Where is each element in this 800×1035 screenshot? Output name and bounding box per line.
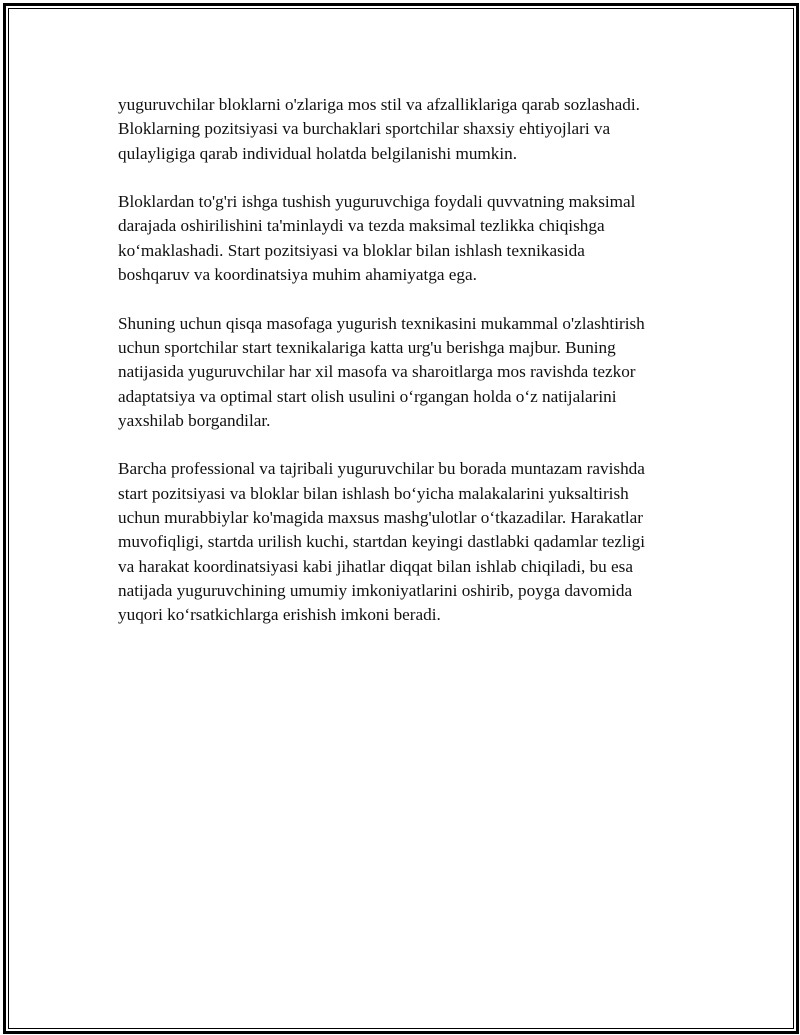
text-line: Shuning uchun qisqa masofaga yugurish texnikasini mukammal o'zlashtirish [118,313,645,333]
text-line: boshqaruv va koordinatsiya muhim ahamiyatga ega. [118,265,477,285]
text-line: uchun sportchilar start texnikalariga katta urg'u berishga majbur. Buning [118,337,616,357]
text-line: uchun murabbiylar ko'magida maxsus mashg'ulotlar o‘tkazadilar. Harakatlar [118,508,643,528]
text-line: Barcha professional va tajribali yuguruvchilar bu borada muntazam ravishda [118,459,645,479]
text-line: ko‘maklashadi. Start pozitsiyasi va bloklar bilan ishlash texnikasida [118,240,585,260]
text-line: yuqori ko‘rsatkichlarga erishish imkoni beradi. [118,605,441,625]
text-line: adaptatsiya va optimal start olish usulini o‘rgangan holda o‘z natijalarini [118,386,617,406]
text-line: natijada yuguruvchining umumiy imkoniyatlarini oshirib, poyga davomida [118,580,633,600]
document-body [118,93,698,652]
text-line: Bloklardan to'g'ri ishga tushish yuguruvchiga foydali quvvatning maksimal [118,192,636,212]
paragraph-3 [118,312,698,433]
paragraph-1 [118,93,698,166]
text-line: va harakat koordinatsiyasi kabi jihatlar diqqat bilan ishlab chiqiladi, bu esa [118,556,634,576]
text-line: Bloklarning pozitsiyasi va burchaklari sportchilar shaxsiy ehtiyojlari va [118,119,611,139]
text-line: muvofiqligi, startda urilish kuchi, startdan keyingi dastlabki qadamlar tezligi [118,532,645,552]
paragraph-2 [118,190,698,287]
text-line: darajada oshirilishini ta'minlaydi va tezda maksimal tezlikka chiqishga [118,216,605,236]
text-line: yaxshilab borgandilar. [118,410,271,430]
text-line: start pozitsiyasi va bloklar bilan ishlash bo‘yicha malakalarini yuksaltirish [118,483,629,503]
text-line: natijasida yuguruvchilar har xil masofa va sharoitlarga mos ravishda tezkor [118,362,636,382]
text-line: qulayligiga qarab individual holatda belgilanishi mumkin. [118,143,518,163]
text-line: yuguruvchilar bloklarni o'zlariga mos stil va afzalliklariga qarab sozlashadi. [118,95,640,114]
paragraph-4 [118,457,698,627]
